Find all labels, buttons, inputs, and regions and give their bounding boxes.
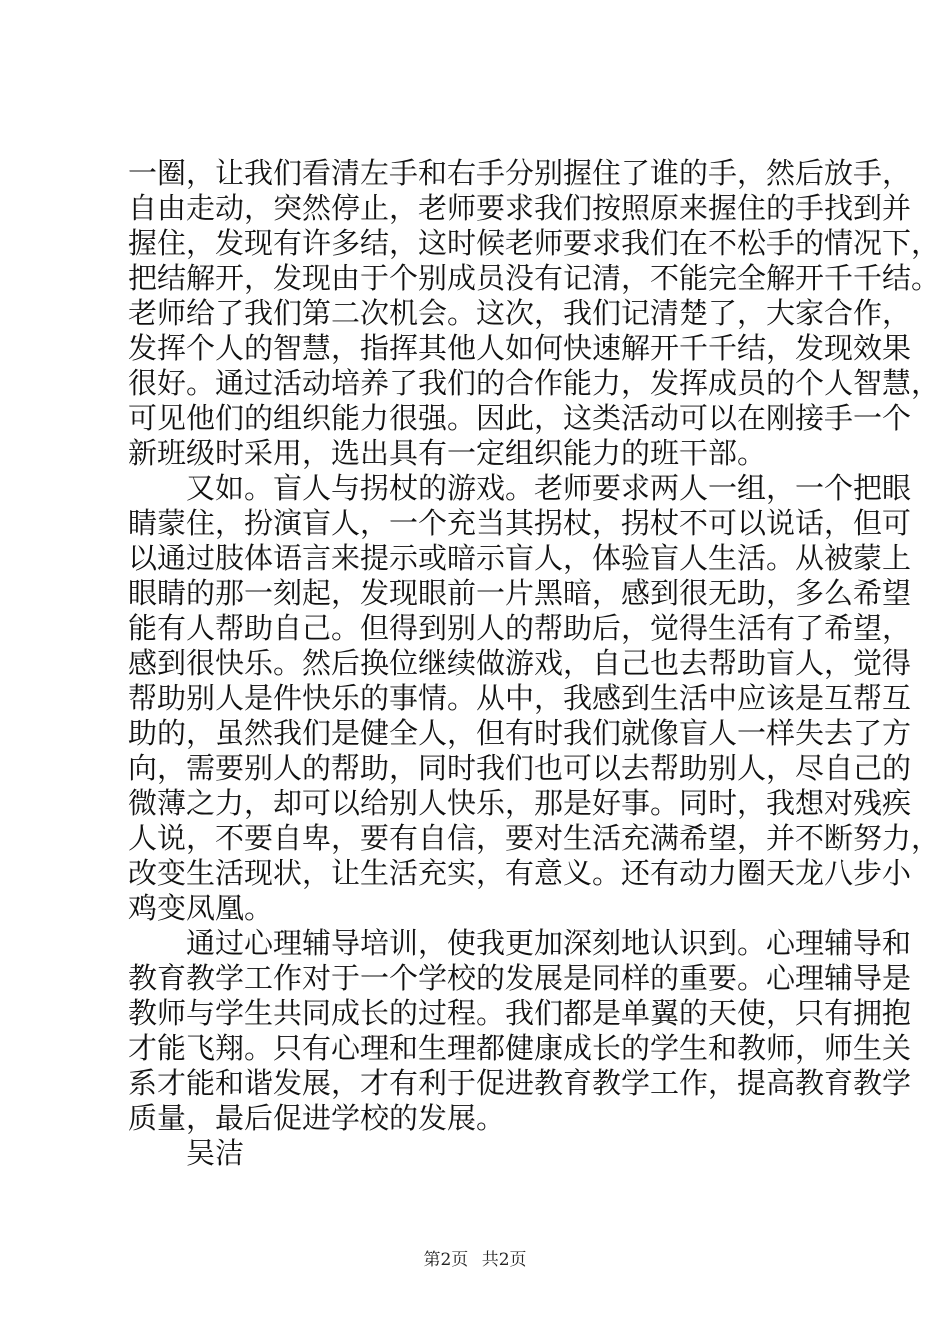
text-line: 把结解开，发现由于个别成员没有记清，不能完全解开千千结。 bbox=[128, 261, 941, 295]
text-line: 能有人帮助自己。但得到别人的帮助后，觉得生活有了希望， bbox=[128, 611, 912, 645]
text-line: 自由走动，突然停止，老师要求我们按照原来握住的手找到并 bbox=[128, 191, 912, 225]
author-signature bbox=[128, 1136, 844, 1171]
text-line: 助的，虽然我们是健全人，但有时我们就像盲人一样失去了方 bbox=[128, 716, 912, 750]
text-line: 改变生活现状，让生活充实，有意义。还有动力圈天龙八步小 bbox=[128, 856, 912, 890]
author-name: 吴洁 bbox=[186, 1136, 245, 1170]
text-line: 睛蒙住，扮演盲人，一个充当其拐杖，拐杖不可以说话，但可 bbox=[128, 506, 912, 540]
text-line: 教师与学生共同成长的过程。我们都是单翼的天使，只有拥抱 bbox=[128, 996, 912, 1030]
page-number: 第2页 bbox=[423, 1250, 469, 1270]
paragraph-1 bbox=[128, 156, 941, 471]
text-line: 握住，发现有许多结，这时候老师要求我们在不松手的情况下， bbox=[128, 226, 941, 260]
paragraph-2 bbox=[128, 471, 941, 926]
document-body bbox=[128, 156, 941, 1171]
text-line: 新班级时采用，选出具有一定组织能力的班干部。 bbox=[128, 436, 767, 470]
text-line: 人说，不要自卑，要有自信，要对生活充满希望，并不断努力， bbox=[128, 821, 941, 855]
text-line: 帮助别人是件快乐的事情。从中，我感到生活中应该是互帮互 bbox=[128, 681, 912, 715]
text-line: 感到很快乐。然后换位继续做游戏，自己也去帮助盲人，觉得 bbox=[128, 646, 912, 680]
text-line: 通过心理辅导培训，使我更加深刻地认识到。心理辅导和 bbox=[186, 926, 912, 960]
text-line: 以通过肢体语言来提示或暗示盲人，体验盲人生活。从被蒙上 bbox=[128, 541, 912, 575]
text-line: 一圈，让我们看清左手和右手分别握住了谁的手，然后放手， bbox=[128, 156, 912, 190]
text-line: 眼睛的那一刻起，发现眼前一片黑暗，感到很无助，多么希望 bbox=[128, 576, 912, 610]
page-total: 共2页 bbox=[481, 1250, 527, 1270]
text-line: 向，需要别人的帮助，同时我们也可以去帮助别人，尽自己的 bbox=[128, 751, 912, 785]
text-line: 发挥个人的智慧，指挥其他人如何快速解开千千结，发现效果 bbox=[128, 331, 912, 365]
text-line: 又如。盲人与拐杖的游戏。老师要求两人一组，一个把眼 bbox=[186, 471, 912, 505]
text-line: 鸡变凤凰。 bbox=[128, 891, 274, 925]
text-line: 老师给了我们第二次机会。这次，我们记清楚了，大家合作， bbox=[128, 296, 912, 330]
text-line: 很好。通过活动培养了我们的合作能力，发挥成员的个人智慧， bbox=[128, 366, 941, 400]
text-line: 质量，最后促进学校的发展。 bbox=[128, 1101, 506, 1135]
text-line: 教育教学工作对于一个学校的发展是同样的重要。心理辅导是 bbox=[128, 961, 912, 995]
text-line: 系才能和谐发展，才有利于促进教育教学工作，提高教育教学 bbox=[128, 1066, 912, 1100]
text-line: 微薄之力，却可以给别人快乐，那是好事。同时，我想对残疾 bbox=[128, 786, 912, 820]
paragraph-3 bbox=[128, 926, 912, 1136]
page-footer bbox=[0, 1245, 950, 1270]
text-line: 才能飞翔。只有心理和生理都健康成长的学生和教师，师生关 bbox=[128, 1031, 912, 1065]
text-line: 可见他们的组织能力很强。因此，这类活动可以在刚接手一个 bbox=[128, 401, 912, 435]
